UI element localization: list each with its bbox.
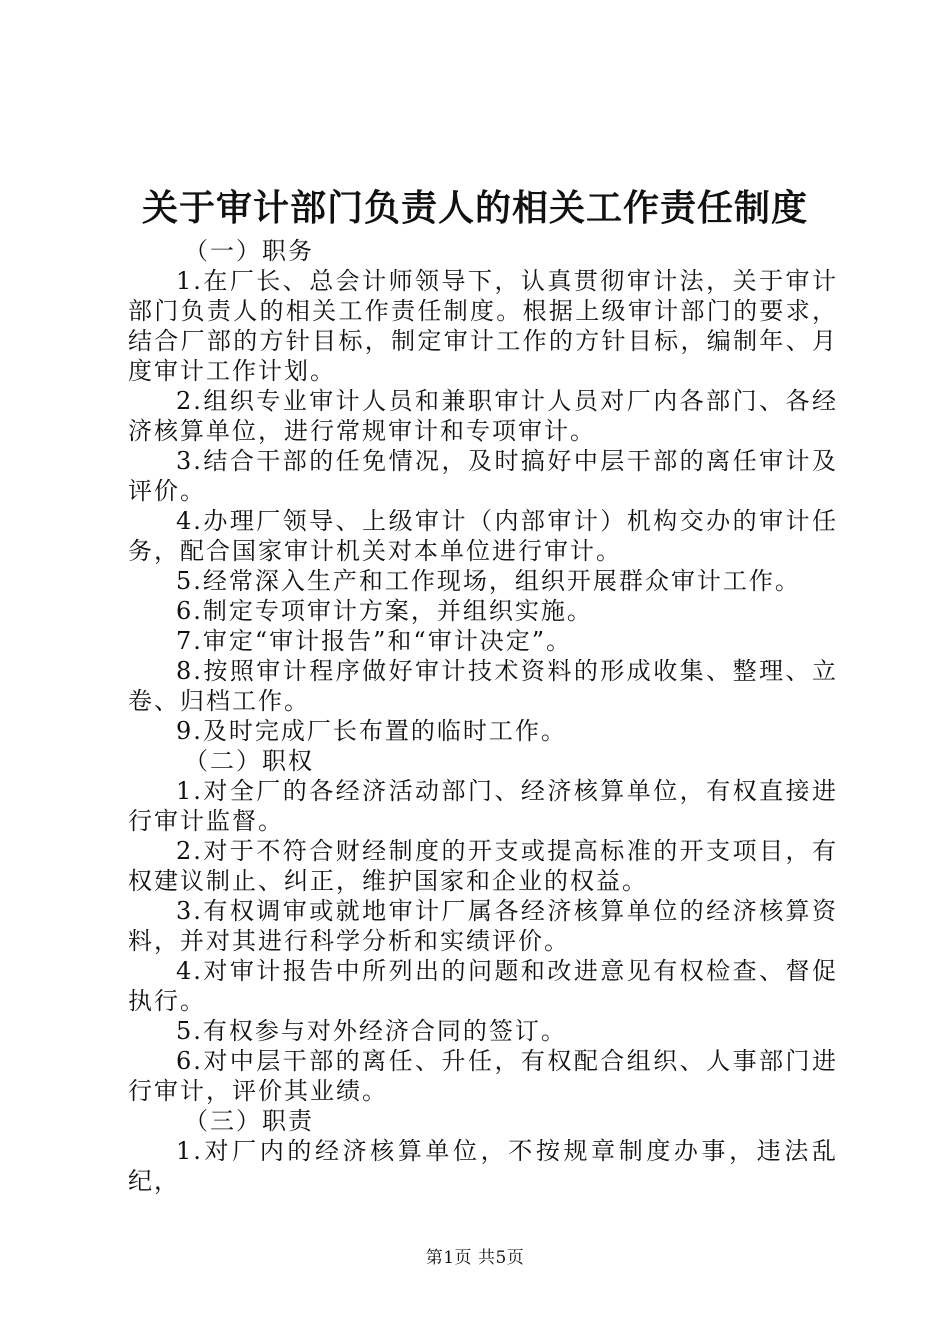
paragraph: 7.审定“审计报告”和“审计决定”。: [176, 627, 572, 655]
paragraph: 5.有权参与对外经济合同的签订。: [176, 1017, 567, 1045]
paragraph: 4.对审计报告中所列出的问题和改进意见有权检查、督促执行。: [128, 957, 838, 1015]
paragraph: 8.按照审计程序做好审计技术资料的形成收集、整理、立卷、归档工作。: [128, 657, 838, 715]
paragraph: 1.在厂长、总会计师领导下，认真贯彻审计法，关于审计部门负责人的相关工作责任制度。根据上级审计部门的要求，结合厂部的方针目标，制定审计工作的方针目标，编制年、月度审计工作计划。: [128, 267, 838, 385]
document-body: [128, 236, 838, 1196]
paragraph: 3.结合干部的任免情况，及时搞好中层干部的离任审计及评价。: [128, 447, 838, 505]
paragraph: 4.办理厂领导、上级审计（内部审计）机构交办的审计任务，配合国家审计机关对本单位进行审计。: [128, 507, 838, 565]
paragraph: 2.对于不符合财经制度的开支或提高标准的开支项目，有权建议制止、纠正，维护国家和企业的权益。: [128, 837, 838, 895]
paragraph: 1.对全厂的各经济活动部门、经济核算单位，有权直接进行审计监督。: [128, 777, 838, 835]
paragraph: 1.对厂内的经济核算单位，不按规章制度办事，违法乱纪，: [128, 1137, 838, 1195]
section-heading-authority: （二）职权: [184, 747, 314, 775]
paragraph: 6.制定专项审计方案，并组织实施。: [176, 597, 593, 625]
section-heading-duties: （一）职务: [184, 237, 314, 265]
paragraph: 3.有权调审或就地审计厂属各经济核算单位的经济核算资料，并对其进行科学分析和实绩评价。: [128, 897, 838, 955]
paragraph: 6.对中层干部的离任、升任，有权配合组织、人事部门进行审计，评价其业绩。: [128, 1047, 838, 1105]
paragraph: 2.组织专业审计人员和兼职审计人员对厂内各部门、各经济核算单位，进行常规审计和专项审计。: [128, 387, 838, 445]
page-number-footer: 第1页 共5页: [425, 1248, 525, 1268]
paragraph: 5.经常深入生产和工作现场，组织开展群众审计工作。: [176, 567, 801, 595]
paragraph: 9.及时完成厂长布置的临时工作。: [176, 717, 567, 745]
section-heading-responsibilities: （三）职责: [184, 1107, 314, 1135]
document-title: 关于审计部门负责人的相关工作责任制度: [141, 187, 808, 229]
